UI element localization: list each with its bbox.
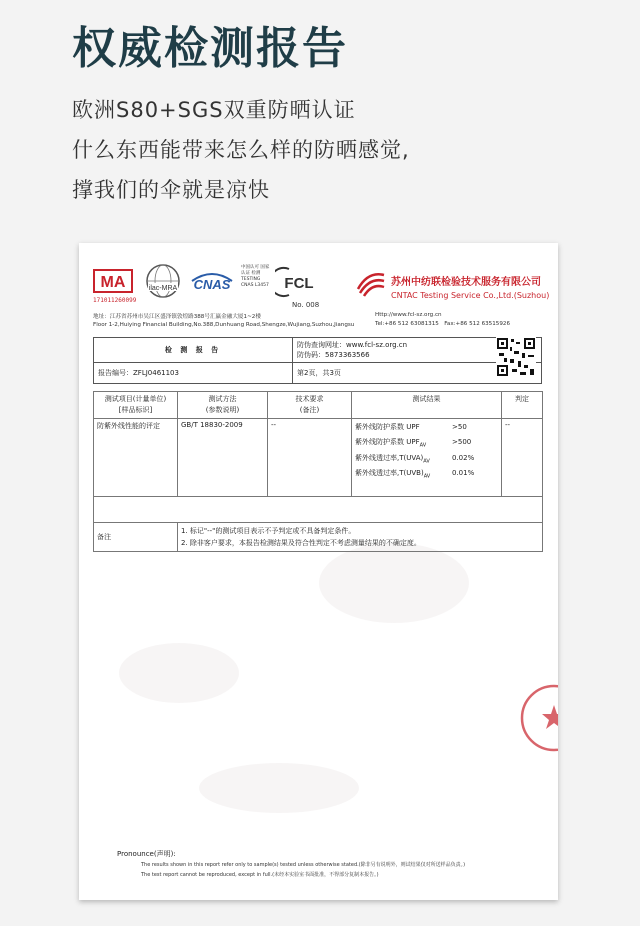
column-header-requirement: 技术要求 (备注) [268,392,352,419]
svg-text:CNAS: CNAS [193,277,231,292]
result-line: 紫外线防护系数 UPF >50 [355,423,467,431]
anti-fake-query: 防伪查询网址：www.fcl-sz.org.cn [297,341,408,349]
column-header-result: 测试结果 [352,392,502,419]
subline-1: 欧洲S80+SGS双重防晒认证 [72,98,356,122]
report-title: 检 测 报 告 [94,338,293,363]
telephone: Tel:+86 512 63081315 [375,321,439,327]
address-en: Floor 1-2,Huiying Financial Building,No.388,Dunhuang Road,Shengze,Wujiang,Suzhou,Jiangsu [93,322,355,328]
company-address [93,313,373,329]
test-report-document [79,243,558,900]
row-test-method: GB/T 18830-2009 [178,419,268,497]
certification-logos [93,263,553,307]
subline-2: 什么东西能带来怎么样的防晒感觉, [72,138,410,162]
cma-logo-icon [93,269,133,293]
fcl-number: No. 008 [292,301,320,309]
row-test-item: 防紫外线性能的评定 [94,419,178,497]
page-headline: 权威检测报告 [72,23,348,74]
company-name-en: CNTAC Testing Service Co.,Ltd.(Suzhou) [391,291,550,300]
row-requirement: -- [268,419,352,497]
report-number: 报告编号：ZFLJ0461103 [94,363,293,384]
column-header-item: 测试项目(计量单位) [样品标识] [94,392,178,419]
company-logo-icon [356,269,386,297]
column-header-judgement: 判定 [502,392,543,419]
svg-text:ilac-MRA: ilac-MRA [148,285,178,292]
result-line: 紫外线透过率$,T(UVB)_{AV}$ 0.01% [355,469,475,480]
result-line: 紫外线透过率$,T(UVA)_{AV}$ 0.02% [355,453,475,465]
subline-3: 撑我们的伞就是凉快 [72,178,270,202]
empty-row [94,497,543,523]
website: Http://www.fcl-sz.org.cn [375,312,442,318]
cma-number: 171011260099 [93,297,137,304]
notes-label: 备注 [94,523,178,552]
note-2: 2. 除非客户要求，本报告检测结果及符合性判定不考虑测量结果的不确定度。 [181,539,421,547]
address-cn: 地址：江苏省苏州市吴江区盛泽镇敦煌路388号汇赢金融大厦1~2楼 [93,314,261,320]
fcl-logo-icon [275,265,317,299]
notes-content [178,523,543,552]
qr-code-icon [496,337,536,377]
footer-statement-1: The results shown in this report refer only to sample(s) tested unless otherwise stated.(除非另有说明外，则试结果仅对所送样品负责。) [141,862,466,868]
ilac-mra-logo-icon [145,263,181,299]
report-header-table [93,337,542,384]
svg-text:MA: MA [100,274,126,291]
cnas-label: 中国认可 国家认证 检测 TESTING CNAS L3457 [241,265,270,288]
footer-statement-2: The test report cannot be reproduced, except in full.(未经本实验室书面批准，不得部分复制本报告。) [141,872,379,878]
company-contact [375,311,545,329]
note-1: 1. 标记"--"的测试项目表示不予判定或不具备判定条件。 [181,527,356,535]
column-header-method: 测试方法 (参数说明) [178,392,268,419]
svg-text:FCL: FCL [284,275,314,292]
anti-fake-code: 防伪码：5873363566 [297,351,370,359]
company-name-cn: 苏州中纺联检验技术服务有限公司 [391,277,541,288]
cnas-logo-icon [188,267,236,297]
page-info: 第2页，共3页 [293,363,542,384]
official-seal-icon [519,683,558,753]
fax: Fax:+86 512 63515926 [444,321,511,327]
row-results [352,419,502,497]
test-results-table [93,391,543,552]
result-line: 紫外线防护系数 $UPF_{AV}$ >500 [355,438,472,449]
pronounce-label: Pronounce(声明): [117,850,176,858]
row-judgement: -- [502,419,543,497]
